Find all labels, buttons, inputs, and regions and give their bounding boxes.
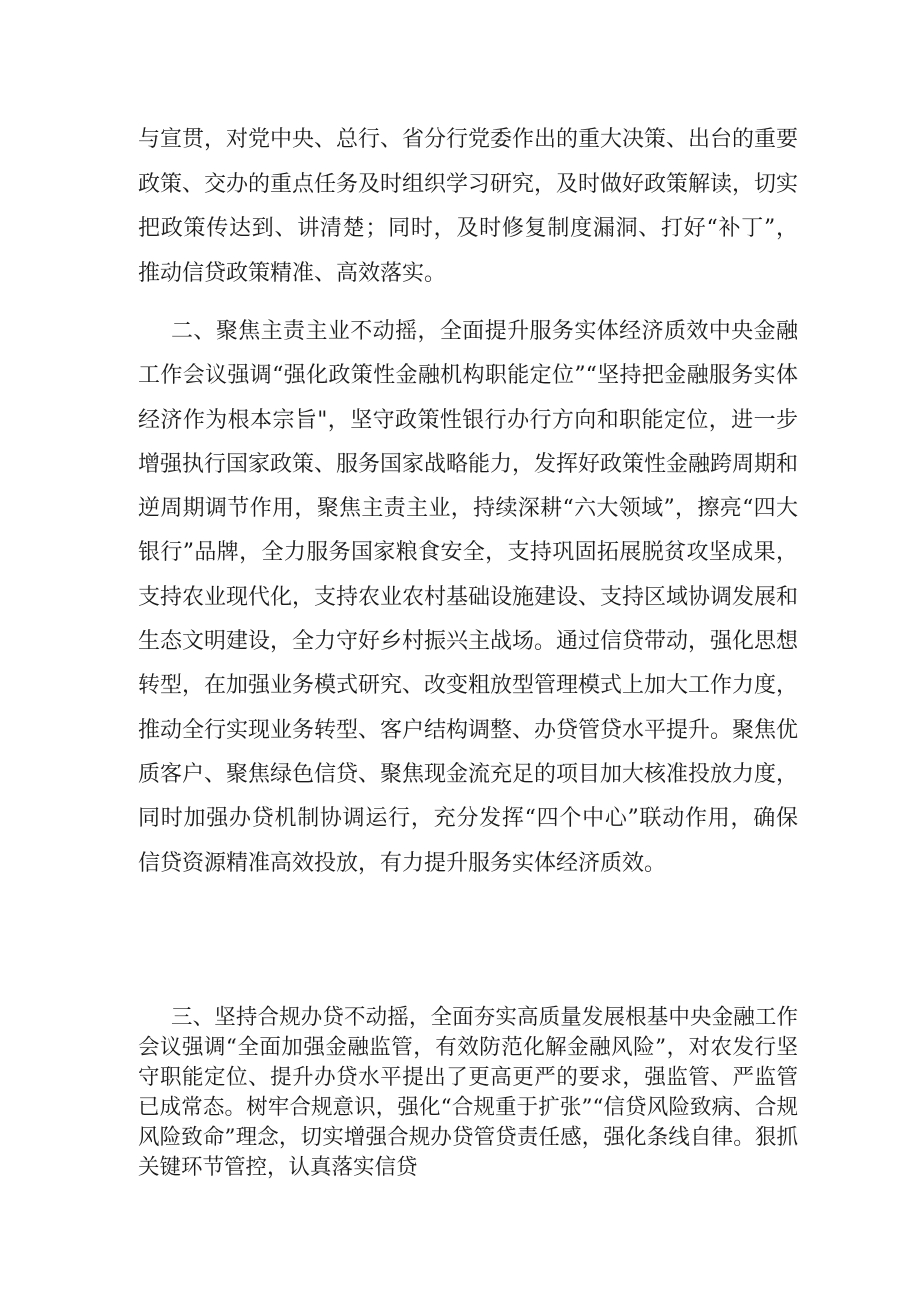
paragraph-3: 三、坚持合规办贷不动摇，全面夯实高质量发展根基中央金融工作会议强调“全面加强金融监管，有效防范化解金融风险”，对农发行坚守职能定位、提升办贷水平提出了更高更严的要求，强监管、严监管已成常态。树牢合规意识，强化“合规重于扩张”“信贷风险致病、合规风险致命”理念，切实增强合规办贷管贷责任感，强化条线自律。狠抓关键环节管控，认真落实信贷 — [138, 1005, 798, 1180]
paragraph-1: 与宣贯，对党中央、总行、省分行党委作出的重大决策、出台的重要政策、交办的重点任务及时组织学习研究，及时做好政策解读，切实把政策传达到、讲清楚；同时，及时修复制度漏洞、打好“补丁”，推动信贷政策精准、高效落实。 — [138, 127, 799, 286]
paragraph-2: 二、聚焦主责主业不动摇，全面提升服务实体经济质效中央金融工作会议强调“强化政策性金融机构职能定位”“坚持把金融服务实体经济作为根本宗旨"，坚守政策性银行办行方向和职能定位，进一步增强执行国家政策、服务国家战略能力，发挥好政策性金融跨周期和逆周期调节作用，聚焦主责主业，持续深耕“六大领域”，擦亮“四大银行”品牌，全力服务国家粮食安全，支持巩固拓展脱贫攻坚成果，支持农业现代化，支持农业农村基础设施建设、支持区域协调发展和生态文明建设，全力守好乡村振兴主战场。通过信贷带动，强化思想转型，在加强业务模式研究、改变粗放型管理模式上加大工作力度，推动全行实现业务转型、客户结构调整、办贷管贷水平提升。聚焦优质客户、聚焦绿色信贷、聚焦现金流充足的项目加大核准投放力度，同时加强办贷机制协调运行，充分发挥“四个中心”联动作用，确保信贷资源精准高效投放，有力提升服务实体经济质效。 — [138, 319, 799, 876]
